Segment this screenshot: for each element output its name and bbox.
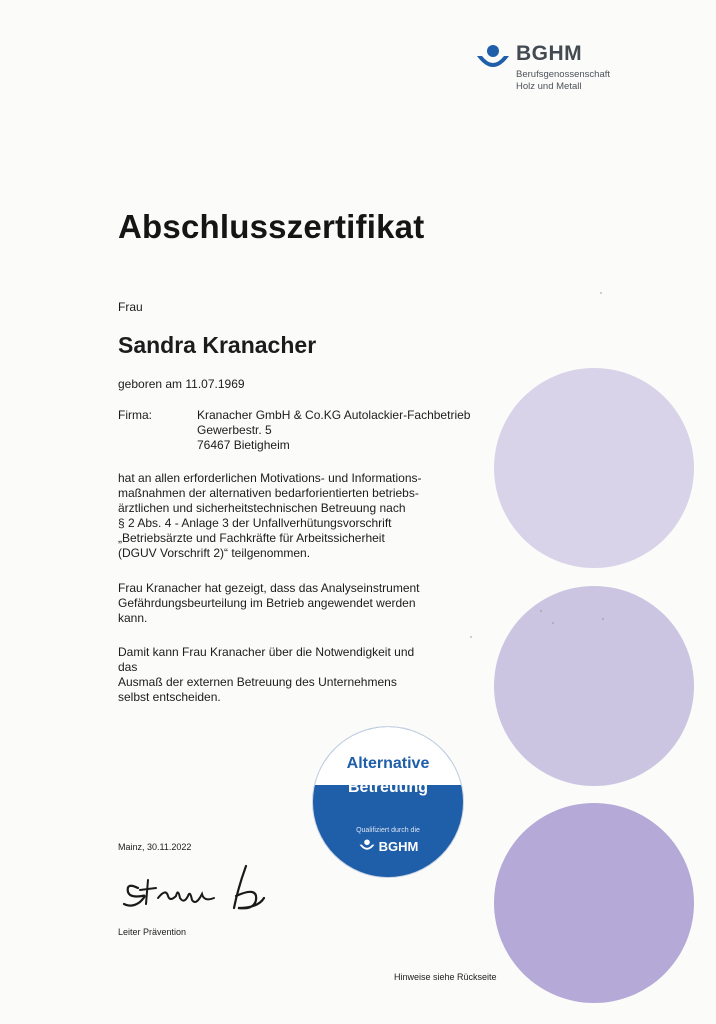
text-line: Gefährdungsbeurteilung im Betrieb angewendet werden: [118, 596, 416, 610]
text-line: selbst entscheiden.: [118, 690, 221, 704]
birth-date-line: geboren am 11.07.1969: [118, 377, 245, 391]
company-city: 76467 Bietigheim: [197, 438, 290, 452]
scan-speck: [600, 292, 602, 294]
handwritten-signature: [118, 858, 278, 920]
decorative-circle-top: [494, 368, 694, 568]
text-line: § 2 Abs. 4 - Anlage 3 der Unfallverhütungsvorschrift: [118, 516, 392, 530]
bghm-logo-icon: [476, 44, 510, 74]
bghm-logo-icon: [358, 839, 376, 853]
scan-speck: [470, 636, 472, 638]
text-line: (DGUV Vorschrift 2)“ teilgenommen.: [118, 546, 311, 560]
logo-subtitle-line2: Holz und Metall: [516, 81, 582, 92]
scan-speck: [602, 618, 604, 620]
footer-note: Hinweise siehe Rückseite: [394, 972, 497, 982]
participation-paragraph: [118, 471, 422, 561]
decorative-circle-bottom: [494, 803, 694, 1003]
text-line: hat an allen erforderlichen Motivations- und Informations-: [118, 471, 422, 485]
seal-brand-name: BGHM: [378, 839, 419, 854]
salutation: Frau: [118, 300, 143, 314]
text-line: maßnahmen der alternativen bedarforientierten betriebs-: [118, 486, 419, 500]
text-line: kann.: [118, 611, 148, 625]
text-line: das: [118, 660, 138, 674]
logo-subtitle-line1: Berufsgenossenschaft: [516, 69, 611, 80]
company-label: Firma:: [118, 408, 152, 422]
company-address: [197, 408, 470, 453]
text-line: Frau Kranacher hat gezeigt, dass das Analyseinstrument: [118, 581, 420, 595]
bghm-logo: [472, 42, 632, 98]
seal-line2: Betreuung: [348, 779, 428, 796]
company-street: Gewerbestr. 5: [197, 423, 272, 437]
decorative-circle-middle: [494, 586, 694, 786]
recipient-name: Sandra Kranacher: [118, 332, 317, 358]
scan-speck: [552, 622, 554, 624]
competence-paragraph: [118, 581, 420, 626]
logo-name: BGHM: [516, 42, 583, 65]
place-and-date: Mainz, 30.11.2022: [118, 842, 192, 852]
conclusion-paragraph: [118, 645, 414, 705]
text-line: ärztlichen und sicherheitstechnischen Betreuung nach: [118, 501, 406, 515]
text-line: Damit kann Frau Kranacher über die Notwendigkeit und: [118, 645, 415, 659]
certificate-title: Abschlusszertifikat: [118, 208, 425, 245]
seal-brand: [313, 839, 463, 854]
company-name: Kranacher GmbH & Co.KG Autolackier-Fachbetrieb: [197, 408, 471, 422]
text-line: „Betriebsärzte und Fachkräfte für Arbeitssicherheit: [118, 531, 385, 545]
scan-speck: [540, 610, 542, 612]
seal-small-text: Qualifiziert durch die: [356, 827, 420, 834]
alternative-betreuung-seal: [312, 726, 464, 878]
signer-title: Leiter Prävention: [118, 927, 187, 937]
seal-line1: Alternative: [346, 755, 430, 772]
text-line: Ausmaß der externen Betreuung des Unternehmens: [118, 675, 397, 689]
